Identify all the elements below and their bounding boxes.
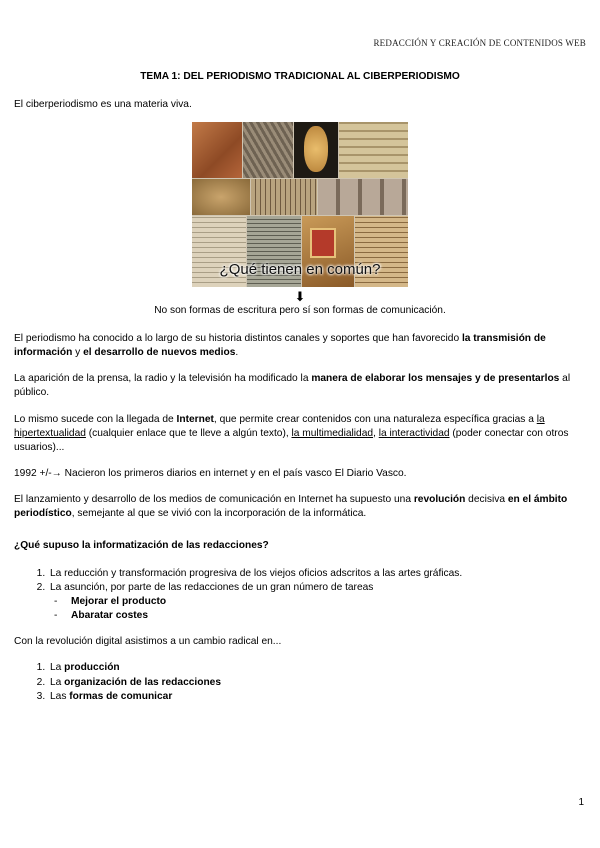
sub-list-item: - Abaratar costes [54,609,586,623]
writing-history-collage [192,122,408,287]
clay-tablet-image [192,179,250,215]
collage-caption: ¿Qué tienen en común? [219,261,381,279]
intro-paragraph: El ciberperiodismo es una materia viva. [14,99,192,111]
cave-painting-image [192,122,242,178]
informatization-list [14,567,586,623]
hieroglyphs-image [339,122,408,178]
list-item: 3. Las formas de comunicar [48,690,586,704]
list-item: 1. La producción [48,661,586,675]
list-item: 2. La organización de las redacciones [48,676,586,690]
stone-engraving-image [243,122,293,178]
scroll-jars-image [318,179,408,215]
document-body [14,70,586,704]
document-title: TEMA 1: DEL PERIODISMO TRADICIONAL AL CIBERPERIODISMO [140,71,460,82]
running-header: REDACCIÓN Y CREACIÓN DE CONTENIDOS WEB [373,38,586,48]
paragraph-channels: El periodismo ha conocido a lo largo de su historia distintos canales y soportes que han favorecido la transmisión de información y el desarrollo de nuevos medios. [14,333,546,359]
section-question: ¿Qué supuso la informatización de las redacciones? [14,540,269,552]
arrow-down-icon: ⬇ [294,289,306,305]
list-item: 2. La asunción, por parte de las redacciones de un gran número de tareas [48,581,586,595]
term-hypertextuality: la hipertextualidad [14,413,545,439]
page-number: 1 [578,797,584,808]
arrow-caption: No son formas de escritura pero sí son formas de comunicación. [154,305,446,317]
paragraph-revolution: El lanzamiento y desarrollo de los medios de comunicación en Internet ha supuesto una revolución decisiva en el ámbito periodístico, semejante al que se vivió con la incorporación de la informática. [14,493,568,519]
sub-list-item: - Mejorar el producto [54,595,586,609]
paragraph-press-radio-tv: La aparición de la prensa, la radio y la televisión ha modificado la manera de elaborar los mensajes y de presentarlos al público. [14,373,571,399]
list-item: 1. La reducción y transformación progresiva de los viejos oficios adscritos a las artes gráficas. [48,567,586,581]
paragraph-1992: 1992 +/-→ Nacieron los primeros diarios en internet y en el país vasco El Diario Vasco. [14,467,407,479]
term-interactivity: la interactividad [378,427,450,439]
paragraph-internet: Lo mismo sucede con la llegada de Internet, que permite crear contenidos con una naturaleza específica gracias a la hipertextualidad (cualquier enlace que te lleve a algún texto), la multimedialidad, la interactividad (poder conectar con otros usuarios)... [14,413,569,453]
bamboo-scrolls-image [251,179,317,215]
paragraph-digital-revolution: Con la revolución digital asistimos a un cambio radical en... [14,636,282,648]
digital-change-list [14,661,586,703]
ivory-carving-image [294,122,338,178]
term-multimedia: la multimedialidad [291,427,374,439]
